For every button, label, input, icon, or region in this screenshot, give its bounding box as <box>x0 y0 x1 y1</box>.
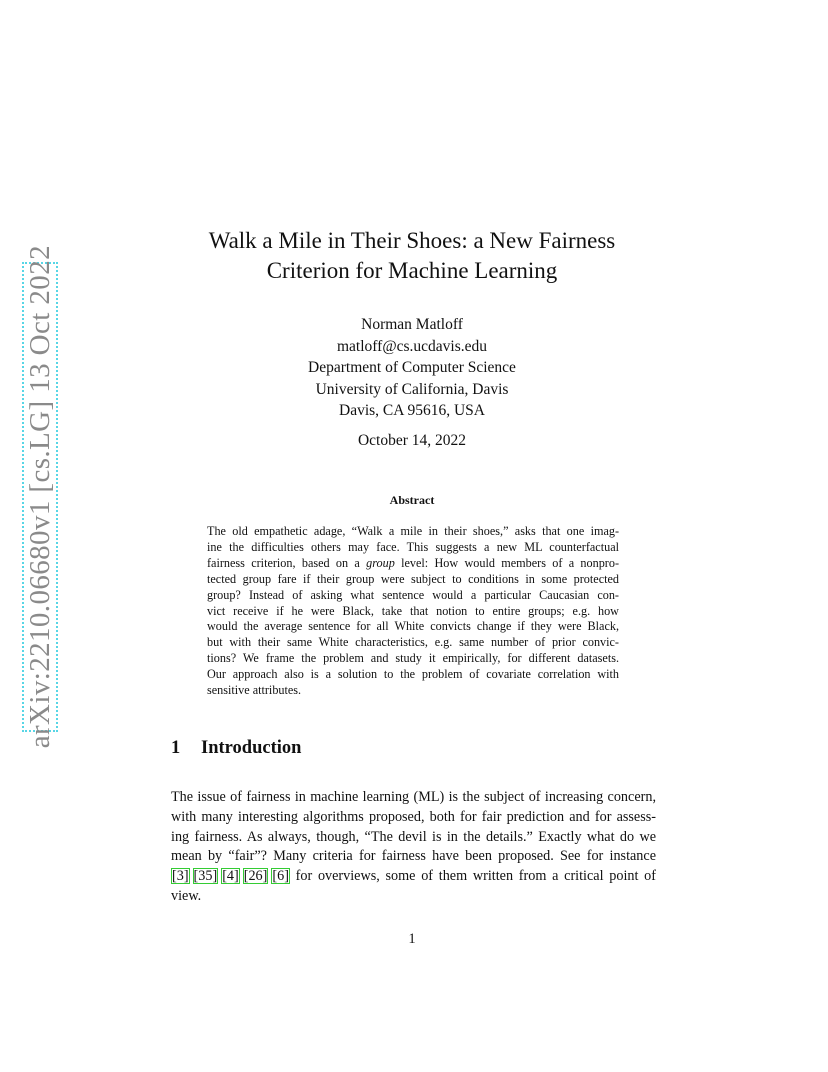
abstract-line-lead: fairness criterion, based on a <box>207 555 367 570</box>
arxiv-identifier-text: arXiv:2210.06680v1 [cs.LG] 13 Oct 2022 <box>23 245 56 749</box>
author-block <box>150 314 674 422</box>
intro-line: view. <box>171 887 202 904</box>
abstract-line: tected group fare if their group were subject to conditions in some protected <box>207 571 619 586</box>
citation-link[interactable]: [3] <box>172 868 189 885</box>
abstract-italic-word: group <box>366 555 395 570</box>
abstract-heading: Abstract <box>389 493 435 507</box>
abstract-line: group? Instead of asking what sentence would a particular Caucasian con- <box>207 587 619 602</box>
arxiv-identifier-stamp[interactable] <box>22 245 58 749</box>
abstract-line: sensitive attributes. <box>207 683 302 698</box>
abstract-line: The old empathetic adage, “Walk a mile in their shoes,” asks that one imag- <box>207 524 619 538</box>
title-line-2: Criterion for Machine Learning <box>266 258 558 283</box>
author-university: University of California, Davis <box>315 380 509 398</box>
intro-line-tail: for overviews, some of them written from a critical point of <box>289 868 656 885</box>
introduction-body <box>171 788 656 907</box>
paper-date: October 14, 2022 <box>357 432 467 449</box>
paper-title <box>150 226 674 286</box>
abstract-line: but with their same White characteristics, e.g. same number of prior convic- <box>207 635 619 650</box>
author-address: Davis, CA 95616, USA <box>339 402 485 419</box>
abstract-line-tail: level: How would members of a nonpro- <box>394 555 620 570</box>
citation-link[interactable]: [35] <box>193 868 218 885</box>
abstract-line: would the average sentence for all White convicts change if they were Black, <box>207 619 619 634</box>
citation-link[interactable]: [26] <box>243 868 268 885</box>
abstract-line: tions? We frame the problem and study it empirically, for different datasets. <box>207 651 619 666</box>
intro-line: ing fairness. As always, though, “The devil is in the details.” Exactly what do we <box>171 828 656 845</box>
section-heading-introduction <box>171 738 301 759</box>
intro-line: mean by “fair”? Many criteria for fairness have been proposed. See for instance <box>171 848 656 865</box>
author-email: matloff@cs.ucdavis.edu <box>336 337 487 355</box>
intro-line: The issue of fairness in machine learning (ML) is the subject of increasing concern, <box>171 789 656 805</box>
author-name: Norman Matloff <box>361 316 463 333</box>
citation-link[interactable]: [4] <box>222 868 239 885</box>
author-department: Department of Computer Science <box>308 359 516 376</box>
section-title: Introduction <box>201 738 302 758</box>
section-number: 1 <box>171 738 181 758</box>
title-line-1: Walk a Mile in Their Shoes: a New Fairness <box>208 228 616 253</box>
intro-line <box>171 867 656 887</box>
citation-link[interactable]: [6] <box>272 868 289 885</box>
page-number: 1 <box>408 931 416 947</box>
abstract-body <box>207 524 619 699</box>
abstract-line: vict receive if he were Black, take that notion to entire groups; e.g. how <box>207 603 619 618</box>
abstract-line <box>207 556 619 572</box>
abstract-line: ine the difficulties others may face. This suggests a new ML counterfactual <box>207 539 619 554</box>
intro-line: with many interesting algorithms proposed, both for fair prediction and for assess- <box>171 808 656 825</box>
abstract-line: Our approach also is a solution to the problem of covariate correlation with <box>207 667 619 682</box>
